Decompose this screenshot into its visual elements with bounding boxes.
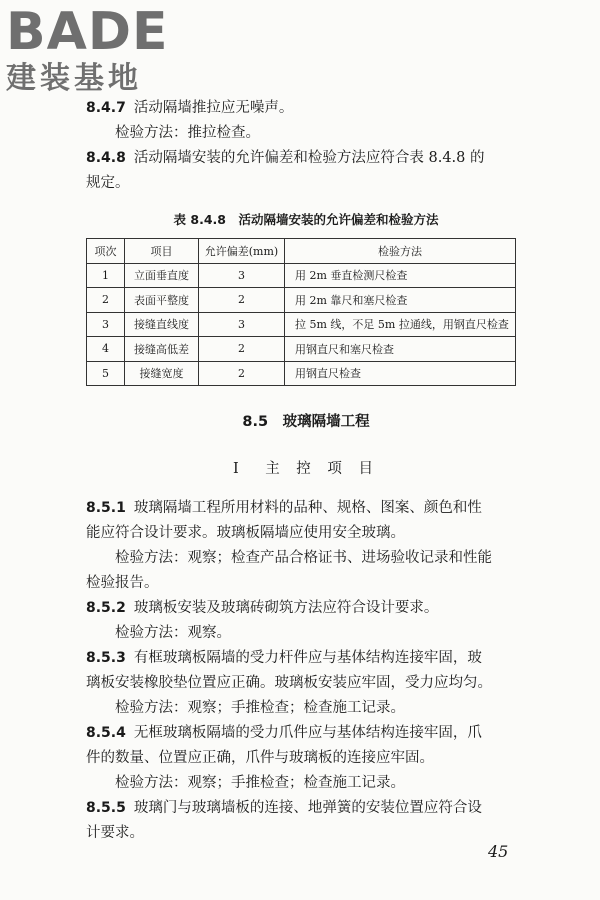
clause-number: 8.4.7 (86, 100, 126, 116)
table-cell: 2 (199, 288, 285, 313)
clause-8-5-5 (86, 796, 526, 821)
table-cell: 5 (87, 361, 125, 386)
inspection-method: 检验方法：观察；手推检查；检查施工记录。 (115, 775, 405, 791)
table-cell: 3 (199, 263, 285, 288)
table-row (87, 263, 516, 288)
clause-number: 8.5.4 (86, 725, 126, 741)
table-cell: 立面垂直度 (125, 263, 199, 288)
table-header-cell: 检验方法 (285, 239, 516, 264)
page-number: 45 (488, 842, 509, 861)
table-row (87, 288, 516, 313)
section-title: 8.5 玻璃隔墙工程 (242, 414, 370, 430)
table-cell: 表面平整度 (125, 288, 199, 313)
clause-continuation: 璃板安装橡胶垫位置应正确。玻璃板安装应牢固，受力应均匀。 (86, 675, 492, 691)
clause-number: 8.5.3 (86, 650, 126, 666)
clause-number: 8.4.8 (86, 150, 126, 166)
table-row (87, 361, 516, 386)
table-header-cell: 项次 (87, 239, 125, 264)
clause-number: 8.5.5 (86, 800, 126, 816)
inspection-method: 检验方法：观察；手推检查；检查施工记录。 (115, 700, 405, 716)
tolerance-table (86, 238, 516, 386)
table-cell: 用钢直尺和塞尺检查 (285, 337, 516, 362)
table-cell: 接缝直线度 (125, 312, 199, 337)
table-cell: 1 (87, 263, 125, 288)
table-cell: 用 2m 垂直检测尺检查 (285, 263, 516, 288)
table-row (87, 337, 516, 362)
document-body (86, 96, 526, 846)
table-cell: 2 (199, 361, 285, 386)
table-row (87, 312, 516, 337)
logo (6, 4, 186, 96)
clause-text: 活动隔墙安装的允许偏差和检验方法应符合表 8.4.8 的 (133, 150, 485, 166)
clause-number: 8.5.2 (86, 600, 126, 616)
table-cell: 拉 5m 线，不足 5m 拉通线，用钢直尺检查 (285, 312, 516, 337)
table-cell: 3 (87, 312, 125, 337)
table-header-row (87, 239, 516, 264)
table-cell: 接缝高低差 (125, 337, 199, 362)
subsection-title: Ⅰ 主 控 项 目 (232, 461, 380, 477)
clause-continuation: 能应符合设计要求。玻璃板隔墙应使用安全玻璃。 (86, 525, 405, 541)
table-cell: 4 (87, 337, 125, 362)
clause-8-5-4 (86, 721, 526, 746)
clause-8-5-2 (86, 596, 526, 621)
table-cell: 2 (87, 288, 125, 313)
clause-continuation: 检验报告。 (86, 575, 159, 591)
inspection-method: 检验方法：推拉检查。 (115, 125, 260, 141)
logo-wordmark: BADE (6, 2, 169, 62)
clause-continuation: 规定。 (86, 175, 130, 191)
clause-8-5-1 (86, 496, 526, 521)
table-title: 表 8.4.8 活动隔墙安装的允许偏差和检验方法 (173, 212, 439, 227)
inspection-method: 检验方法：观察。 (115, 625, 231, 641)
table-cell: 用 2m 靠尺和塞尺检查 (285, 288, 516, 313)
clause-text: 活动隔墙推拉应无噪声。 (133, 100, 294, 116)
table-header-cell: 允许偏差(mm) (199, 239, 285, 264)
clause-number: 8.5.1 (86, 500, 126, 516)
clause-text: 玻璃隔墙工程所用材料的品种、规格、图案、颜色和性 (133, 500, 482, 516)
clause-continuation: 件的数量、位置应正确，爪件与玻璃板的连接应牢固。 (86, 750, 434, 766)
clause-continuation: 计要求。 (86, 825, 144, 841)
table-cell: 3 (199, 312, 285, 337)
inspection-method: 检验方法：观察；检查产品合格证书、进场验收记录和性能 (115, 550, 492, 566)
clause-text: 有框玻璃板隔墙的受力杆件应与基体结构连接牢固，玻 (133, 650, 482, 666)
clause-8-5-3 (86, 646, 526, 671)
clause-text: 玻璃门与玻璃墙板的连接、地弹簧的安装位置应符合设 (133, 800, 482, 816)
logo-subtitle: 建装基地 (6, 61, 142, 96)
clause-text: 玻璃板安装及玻璃砖砌筑方法应符合设计要求。 (133, 600, 439, 616)
clause-8-4-7 (86, 96, 526, 121)
table-cell: 用钢直尺检查 (285, 361, 516, 386)
table-cell: 接缝宽度 (125, 361, 199, 386)
table-cell: 2 (199, 337, 285, 362)
clause-text: 无框玻璃板隔墙的受力爪件应与基体结构连接牢固，爪 (133, 725, 482, 741)
clause-8-4-8 (86, 146, 526, 171)
table-header-cell: 项目 (125, 239, 199, 264)
